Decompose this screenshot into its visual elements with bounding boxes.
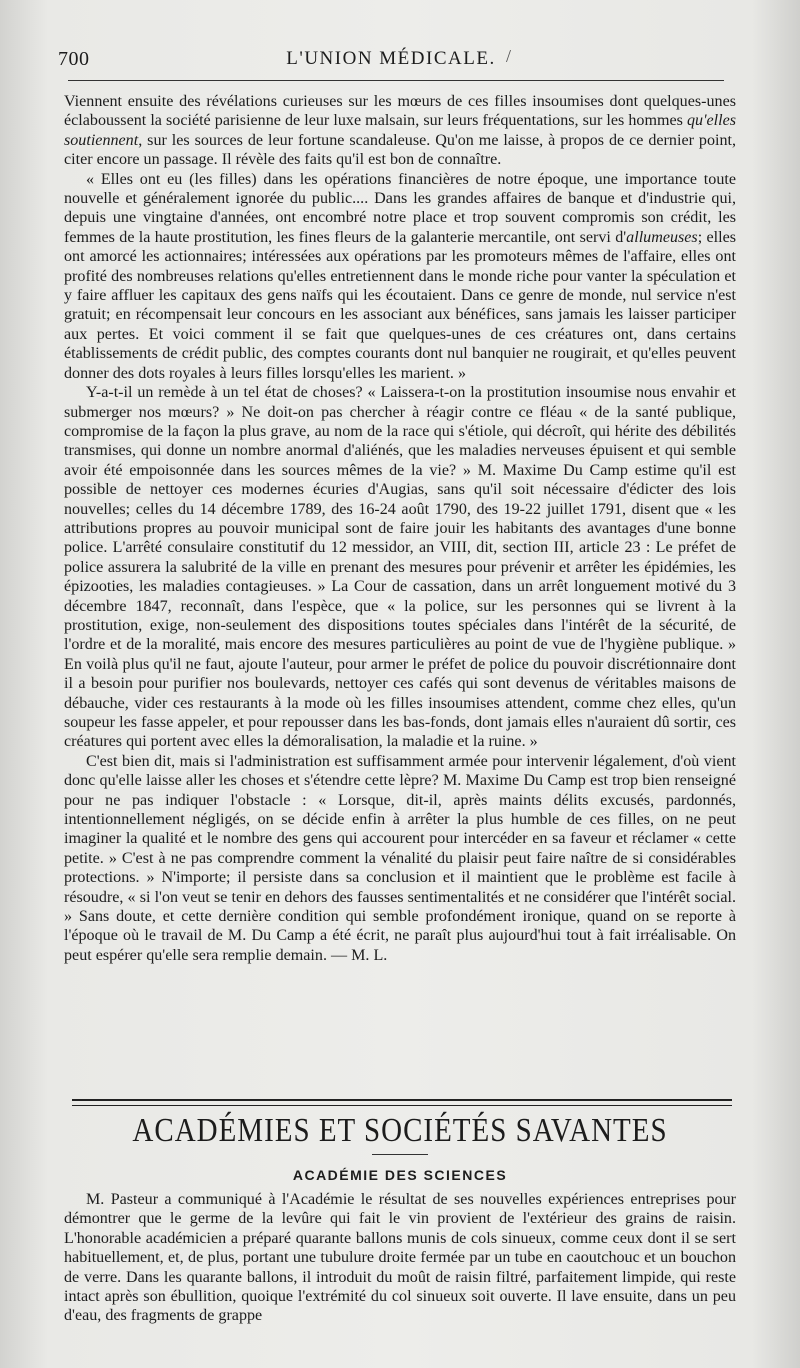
page-header <box>58 44 724 78</box>
paragraph-1 <box>64 92 736 170</box>
p2-emphasis: allumeuses <box>626 228 698 246</box>
pencil-mark: / <box>506 46 512 66</box>
section-paragraph-1: M. Pasteur a communiqué à l'Académie le résultat de ses nouvelles expériences entreprises pour démontrer que le germe de la levûre qui fait le vin provient de l'extérieur des grains de raisin. L'honorable académicien a préparé quarante ballons munis de cols sinueux, comme ceux dont il se sert habituellement, et, de plus, portant une tubulure droite fermée par un tube en caoutchouc et un bouchon de verre. Dans les quarante ballons, il introduit du moût de raisin filtré, parfaitement limpide, qui reste intact après son ébullition, quoique l'extrémité du col sinueux soit ouverte. Il lave ensuite, dans un peu d'eau, des fragments de grappe <box>64 1191 736 1325</box>
article-body <box>64 92 736 965</box>
page-number: 700 <box>58 48 90 70</box>
short-divider <box>372 1154 428 1155</box>
p1-text-b: , sur les sources de leur fortune scandaleuse. Qu'on me laisse, à propos de ce dernier point, citer encore un passage. Il révèle des faits qu'il est bon de connaître. <box>64 131 736 169</box>
subsection-title: ACADÉMIE DES SCIENCES <box>292 1167 508 1183</box>
section-divider <box>72 1099 732 1106</box>
paragraph-2 <box>64 170 736 383</box>
section-title: ACADÉMIES ET SOCIÉTÉS SAVANTES <box>132 1112 668 1149</box>
paragraph-3: Y-a-t-il un remède à un tel état de choses? « Laissera-t-on la prostitution insoumise nous envahir et submerger nos mœurs? » Ne doit-on pas chercher à réagir contre ce fléau « de la santé publique, compromise de la façon la plus grave, au nom de la race qui s'étiole, qui décroît, qui hérite des débilités transmises, qui donne un nombre anormal d'aliénés, que les maladies nerveuses épuisent et qui semble avoir été empoisonnée dans les sources mêmes de la vie? » M. Maxime Du Camp estime qu'il est possible de nettoyer ces modernes écuries d'Augias, sans qu'il soit nécessaire d'édicter des lois nouvelles; celles du 14 décembre 1789, des 16-24 août 1790, des 19-22 juillet 1791, disent que « les attributions propres au pouvoir municipal sont de faire jouir les habitants des avantages d'une bonne police. L'arrêté consulaire constitutif du 12 messidor, an VIII, dit, section III, article 23 : Le préfet de police assurera la salubrité de la ville en prenant des mesures pour prévenir et arrêter les épidémies, les épizooties, les maladies contagieuses. » La Cour de cassation, dans un arrêt longuement motivé du 3 décembre 1847, reconnaît, dans l'espèce, que « la police, sur les personnes qui se livrent à la prostitution, exige, non-seulement des dispositions toutes spéciales dans l'intérêt de la sécurité, de l'ordre et de la moralité, mais encore des mesures particulières au point de vue de l'hygiène publique. » En voilà plus qu'il ne faut, ajoute l'auteur, pour armer le préfet de police du pouvoir discrétionnaire dont il a besoin pour purifier nos boulevards, nettoyer ces cafés qui sont devenus de véritables maisons de débauche, vider ces restaurants à la mode où les filles insoumises attendent, comme chez elles, qu'un soupeur les fasse appeler, et pour repousser dans les bas-fonds, dont jamais elles n'auraient dû sortir, ces créatures qui portent avec elles la démoralisation, la maladie et la ruine. » <box>64 384 736 751</box>
p2-text-b: ; elles ont amorcé les actionnaires; intéressées aux opérations par les promoteurs mêmes de l'affaire, elles ont profité des nombreuses relations qu'elles entretiennent dans le monde riche pour vanter la spéculation et y faire affluer les capitaux des gens naïfs qui les écoutaient. Dans ce genre de monde, nul service n'est gratuit; en récompensait leur concours en les associant aux bénéfices, sans jamais les laisser participer aux pertes. Et voici comment il se fait que quelques-unes de ces créatures ont, dans certains établissements de crédit public, des comptes courants dont nul banquier ne rougirait, et qu'elles peuvent donner des dots royales à leurs filles lorsqu'elles les marient. » <box>64 228 736 382</box>
p1-text-a: Viennent ensuite des révélations curieuses sur les mœurs de ces filles insoumises dont quelques-unes éclaboussent la société parisienne de leur luxe malsain, sur leurs fréquentations, sur les hommes <box>64 93 736 130</box>
section-body <box>64 1190 736 1326</box>
header-rule <box>68 80 724 81</box>
running-title: L'UNION MÉDICALE. <box>286 48 496 69</box>
p1-emphasis: qu'elles soutiennent <box>64 112 736 149</box>
p2-text-a: « Elles ont eu (les filles) dans les opérations financières de notre époque, une importance toute nouvelle et généralement ignorée du public.... Dans les grandes affaires de banque et d'industrie qui, depuis une vingtaine d'années, ont encombré notre place et trop souvent compromis son crédit, les femmes de la haute prostitution, les fines fleurs de la galanterie mercantile, ont servi d' <box>64 170 736 246</box>
paragraph-4: C'est bien dit, mais si l'administration est suffisamment armée pour intervenir légalement, d'où vient donc qu'elle laisse aller les choses et s'étendre cette lèpre? M. Maxime Du Camp est trop bien renseigné pour ne pas indiquer l'obstacle : « Lorsque, dit-il, après maints délits excusés, pardonnés, intentionnellement négligés, on se décide enfin à arrêter la plus humble de ces filles, on ne peut imaginer la qualité et le nombre des gens qui accourent pour intercéder en sa faveur et réclamer « cette petite. » C'est à ne pas comprendre comment la vénalité du plaisir peut faire naître de si considérables protections. » N'importe; il persiste dans sa conclusion et il maintient que le problème est facile à résoudre, « si l'on veut se tenir en dehors des fausses sentimentalités et ne considérer que l'intérêt social. » Sans doute, et cette dernière condition qui semble profondément ironique, quand on se reporte à l'époque où le travail de M. Du Camp a été écrit, ne paraît plus aujourd'hui tout à fait irréalisable. On peut espérer qu'elle sera remplie demain. — M. L. <box>64 752 736 964</box>
